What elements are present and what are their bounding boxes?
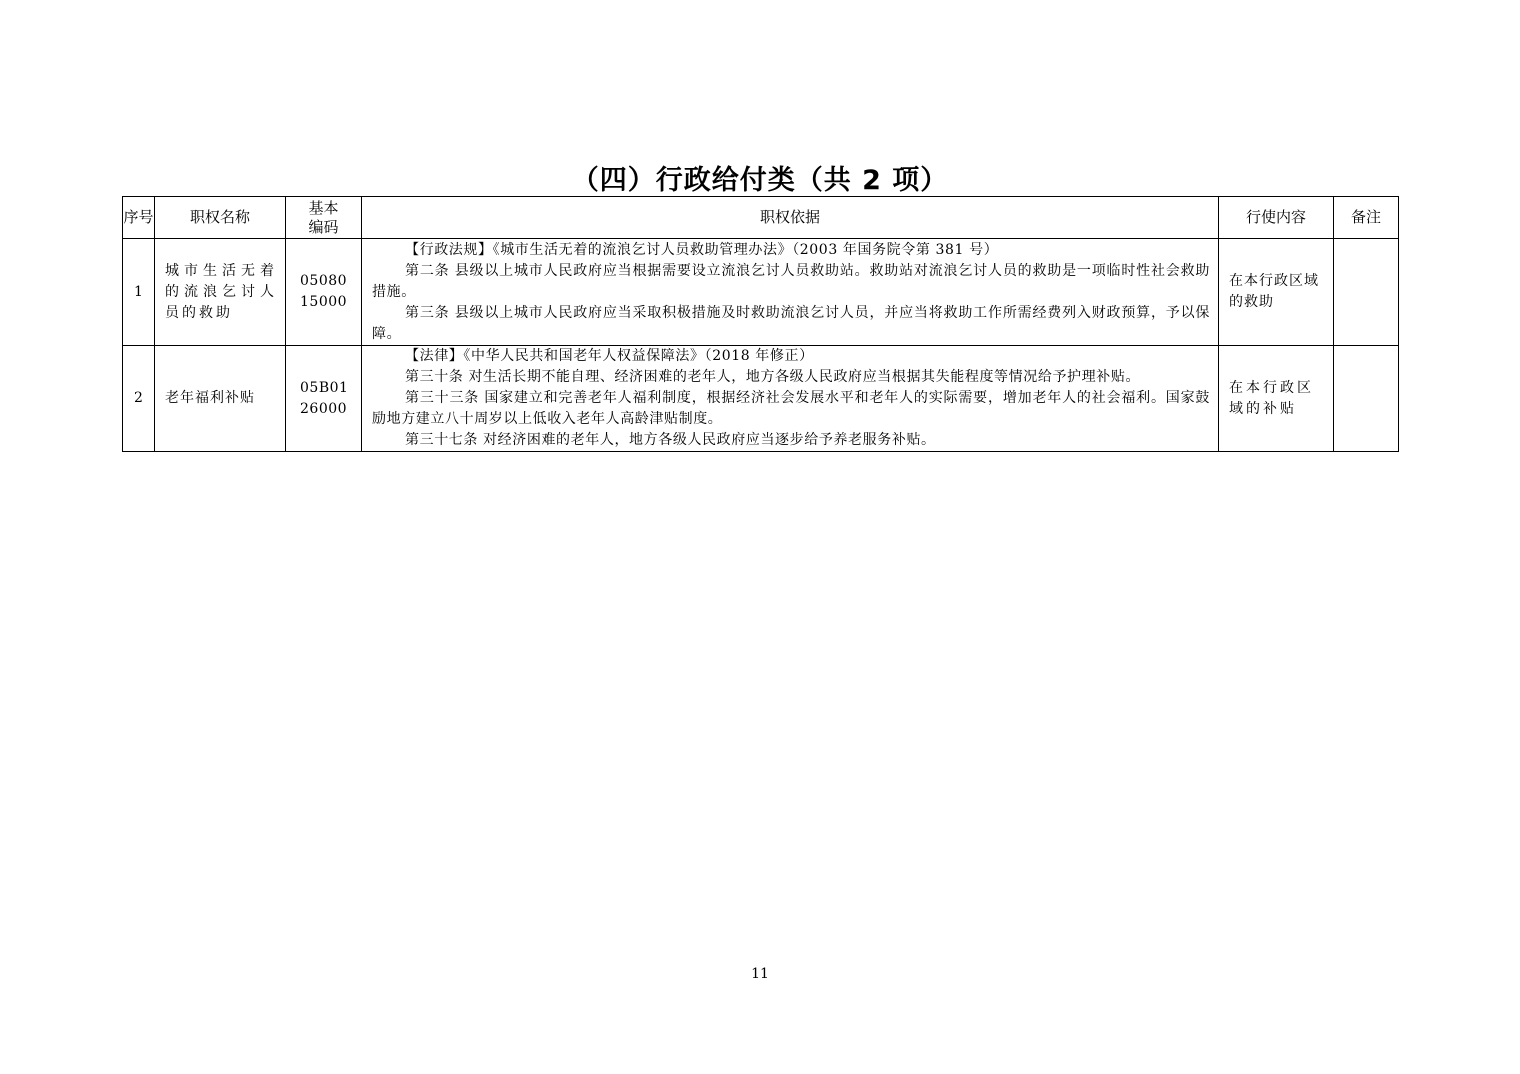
header-name: 职权名称 [155,197,286,239]
basis-line: 【法律】《中华人民共和国老年人权益保障法》（2018 年修正） [405,348,814,364]
table-row [123,346,1399,452]
row-code: 05080 15000 [286,239,362,346]
row-power-name: 老年福利补贴 [155,346,286,452]
table-row [123,239,1399,346]
row-seq: 2 [123,346,155,452]
row-seq: 1 [123,239,155,346]
basis-line: 第三十七条 对经济困难的老年人，地方各级人民政府应当逐步给予养老服务补贴。 [405,432,936,448]
header-code: 基本编码 [286,197,362,239]
row-remark [1334,239,1399,346]
basis-line: 第二条 县级以上城市人民政府应当根据需要设立流浪乞讨人员救助站。救助站对流浪乞讨人员的救助是一项临时性社会救助措施。 [372,262,1210,300]
row-code: 05B01 26000 [286,346,362,452]
basis-line: 第三十条 对生活长期不能自理、经济困难的老年人，地方各级人民政府应当根据其失能程度等情况给予护理补贴。 [405,369,1141,385]
header-basis: 职权依据 [362,197,1219,239]
page-title: （四）行政给付类（共 2 项） [571,165,949,196]
row-power-name: 城市生活无着的流浪乞讨人员的救助 [155,239,286,346]
row-basis [362,346,1219,452]
row-basis [362,239,1219,346]
basis-line: 第三十三条 国家建立和完善老年人福利制度，根据经济社会发展水平和老年人的实际需要，增加老年人的社会福利。国家鼓励地方建立八十周岁以上低收入老年人高龄津贴制度。 [372,390,1210,427]
row-remark [1334,346,1399,452]
table-header-row [123,197,1399,239]
basis-line: 第三条 县级以上城市人民政府应当采取积极措施及时救助流浪乞讨人员，并应当将救助工作所需经费列入财政预算，予以保障。 [372,304,1210,342]
header-remark: 备注 [1334,197,1399,239]
row-content: 在本行政区域的救助 [1219,239,1334,346]
basis-line: 【行政法规】《城市生活无着的流浪乞讨人员救助管理办法》（2003 年国务院令第 381 号） [405,241,999,258]
page-number: 11 [751,966,769,982]
header-seq: 序号 [123,197,155,239]
header-content: 行使内容 [1219,197,1334,239]
power-list-table [122,196,1399,452]
row-content: 在本行政区域的补贴 [1219,346,1334,452]
